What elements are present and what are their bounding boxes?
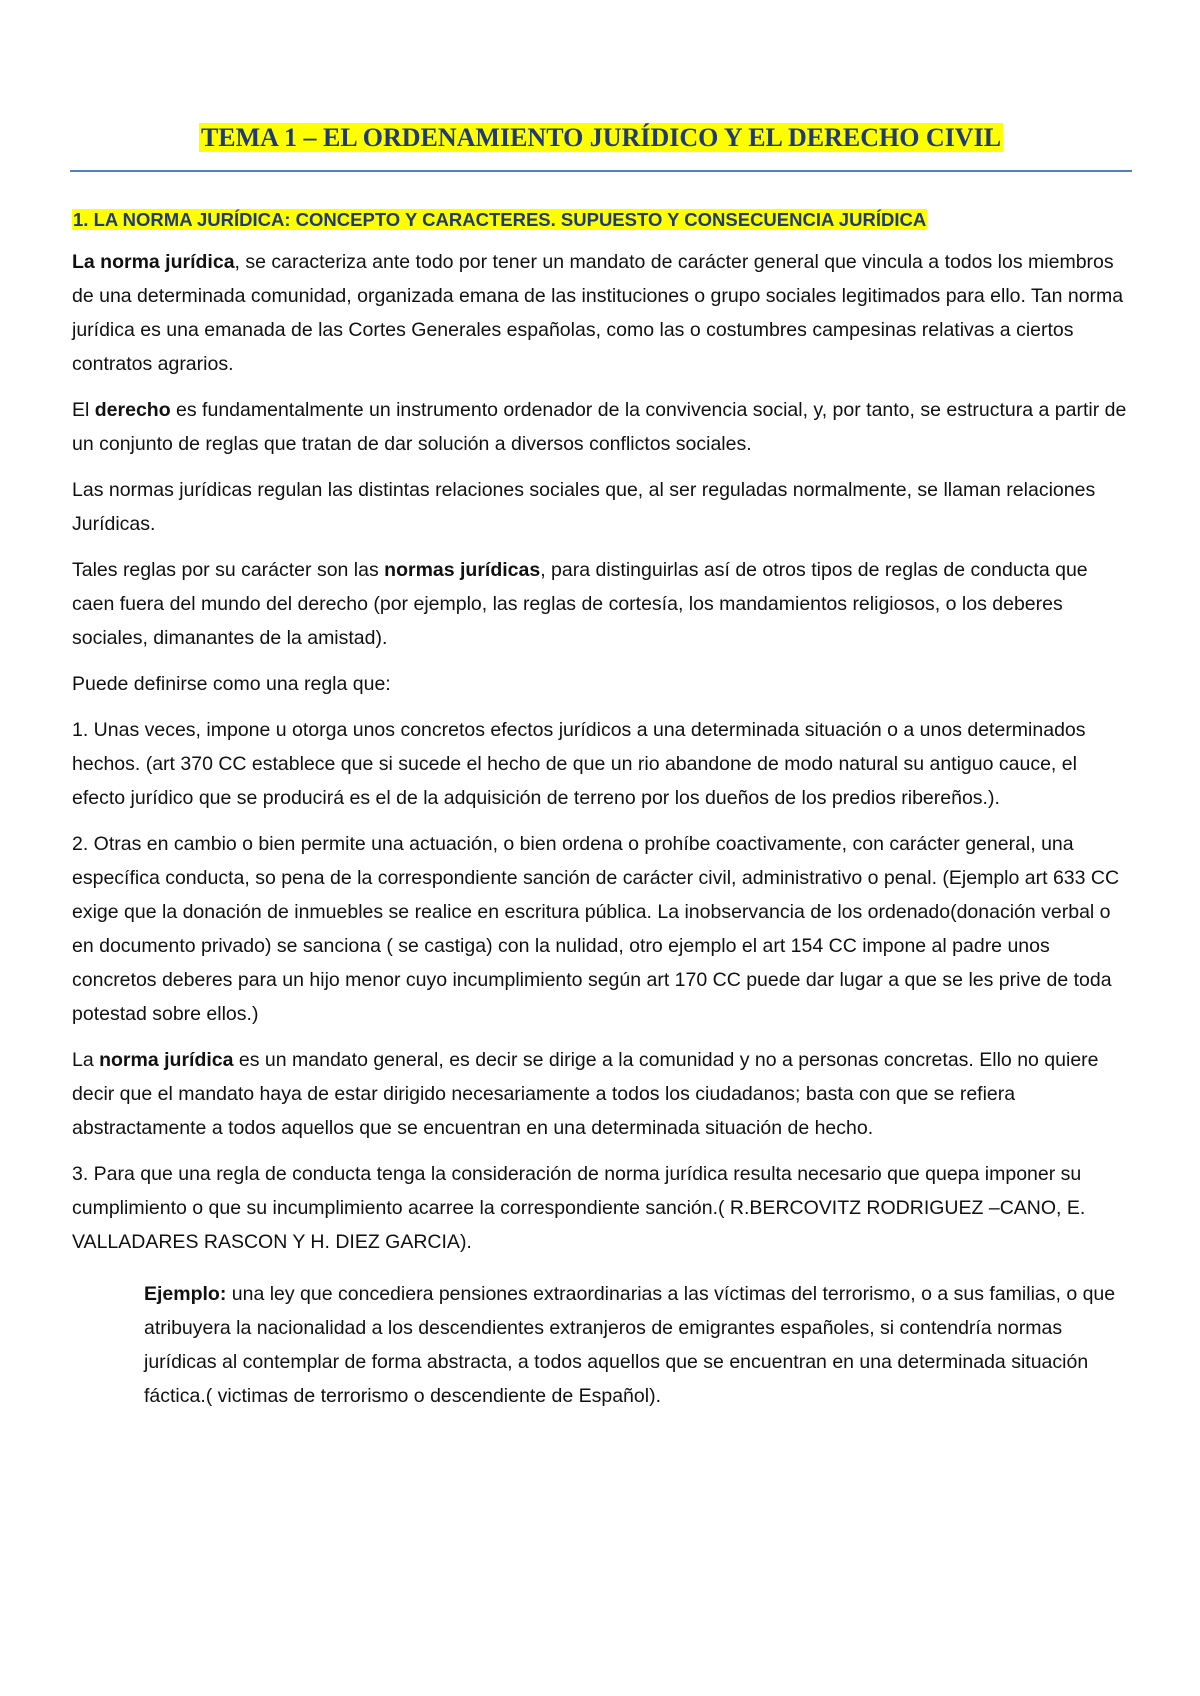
paragraph-4-before: Tales reglas por su carácter son las bbox=[72, 559, 385, 581]
section-heading bbox=[72, 205, 1132, 235]
title-divider bbox=[70, 170, 1132, 172]
paragraph-8-before: La bbox=[72, 1049, 100, 1071]
paragraph-1 bbox=[72, 245, 1132, 381]
paragraph-2-before: El bbox=[72, 399, 95, 421]
paragraph-7: 2. Otras en cambio o bien permite una actuación, o bien ordena o prohíbe coactivamente, con carácter general, una específica conducta, so pena de la correspondiente sanción de carácter civil, administrativo o penal. (Ejemplo art 633 CC exige que la donación de inmuebles se realice en escritura pública. La inobservancia de los ordenado(donación verbal o en documento privado) se sanciona ( se castiga) con la nulidad, otro ejemplo el art 154 CC impone al padre unos concretos deberes para un hijo menor cuyo incumplimiento según art 170 CC puede dar lugar a que se les prive de toda potestad sobre ellos.) bbox=[72, 833, 1120, 1025]
paragraph-3: Las normas jurídicas regulan las distintas relaciones sociales que, al ser reguladas normalmente, se llaman relaciones Jurídicas. bbox=[72, 479, 1096, 535]
example-text: una ley que concediera pensiones extraordinarias a las víctimas del terrorismo, o a sus familias, o que atribuyera la nacionalidad a los descendientes extranjeros de emigrantes españoles, si contendría normas jurídicas al contemplar de forma abstracta, a todos aquellos que se encuentran en una determinada situación fáctica.( victimas de terrorismo o descendiente de Español). bbox=[144, 1283, 1116, 1407]
document-title: TEMA 1 – EL ORDENAMIENTO JURÍDICO Y EL DERECHO CIVIL bbox=[200, 123, 1002, 152]
paragraph-6: 1. Unas veces, impone u otorga unos concretos efectos jurídicos a una determinada situación o a unos determinados hechos. (art 370 CC establece que si sucede el hecho de que un rio abandone de modo natural su antiguo cauce, el efecto jurídico que se producirá es el de la adquisición de terreno por los dueños de los predios ribereños.). bbox=[72, 719, 1086, 809]
paragraph-1-bold: La norma jurídica bbox=[72, 251, 235, 273]
example-paragraph bbox=[144, 1277, 1132, 1413]
paragraph-4-text: , para distinguirlas así de otros tipos de reglas de conducta que caen fuera del mundo del derecho (por ejemplo, las reglas de cortesía, los mandamientos religiosos, o los deberes sociales, dimanantes de la amistad). bbox=[72, 559, 1088, 649]
paragraph-2 bbox=[72, 393, 1132, 461]
document-body bbox=[72, 205, 1132, 1425]
paragraph-1-text: , se caracteriza ante todo por tener un mandato de carácter general que vincula a todos los miembros de una determinada comunidad, organizada emana de las instituciones o grupo sociales legitimados para ello. Tan norma jurídica es una emanada de las Cortes Generales españolas, como las o costumbres campesinas relativas a ciertos contratos agrarios. bbox=[72, 251, 1124, 375]
paragraph-9: 3. Para que una regla de conducta tenga la consideración de norma jurídica resulta necesario que quepa imponer su cumplimiento o que su incumplimiento acarree la correspondiente sanción.( R.BERCOVITZ RODRIGUEZ –CANO, E. VALLADARES RASCON Y H. DIEZ GARCIA). bbox=[72, 1163, 1086, 1253]
paragraph-4-bold: normas jurídicas bbox=[384, 559, 541, 581]
example-bold: Ejemplo: bbox=[144, 1283, 227, 1305]
paragraph-5: Puede definirse como una regla que: bbox=[72, 673, 391, 695]
paragraph-8-text: es un mandato general, es decir se dirige a la comunidad y no a personas concretas. Ello no quiere decir que el mandato haya de estar dirigido necesariamente a todos los ciudadanos; basta con que se refiera abstractamente a todos aquellos que se encuentran en una determinada situación de hecho. bbox=[72, 1049, 1099, 1139]
title-container bbox=[70, 122, 1132, 154]
paragraph-4 bbox=[72, 553, 1132, 655]
paragraph-8-bold: norma jurídica bbox=[99, 1049, 234, 1071]
paragraph-2-bold: derecho bbox=[94, 399, 171, 421]
paragraph-2-text: es fundamentalmente un instrumento ordenador de la convivencia social, y, por tanto, se estructura a partir de un conjunto de reglas que tratan de dar solución a diversos conflictos sociales. bbox=[72, 399, 1127, 455]
paragraph-8 bbox=[72, 1043, 1132, 1145]
section-heading-text: 1. LA NORMA JURÍDICA: CONCEPTO Y CARACTERES. SUPUESTO Y CONSECUENCIA JURÍDICA bbox=[73, 209, 927, 230]
